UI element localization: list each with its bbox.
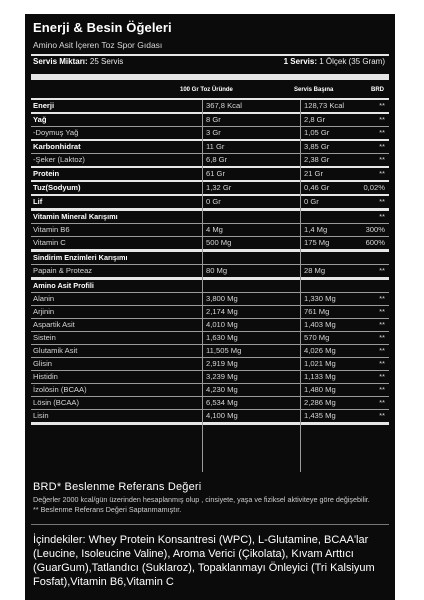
value-per-100g: 500 Mg — [206, 238, 232, 247]
table-row — [31, 345, 389, 358]
nutrition-table — [31, 100, 389, 425]
nutrient-name: Vitamin Mineral Karışımı — [33, 212, 118, 221]
value-per-serving: 3,85 Gr — [304, 142, 330, 151]
value-per-serving: 21 Gr — [304, 169, 323, 178]
table-section-header — [31, 211, 389, 224]
nutrient-name: Tuz(Sodyum) — [33, 183, 81, 192]
serving-portion-label: 1 Servis: — [283, 57, 317, 66]
value-per-serving: 570 Mg — [304, 333, 330, 342]
value-per-100g: 3,239 Mg — [206, 372, 238, 381]
value-per-serving: 1,021 Mg — [304, 359, 336, 368]
nutrient-name: Lösin (BCAA) — [33, 398, 80, 407]
table-row — [31, 358, 389, 371]
nutrient-name: Lisin — [33, 411, 49, 420]
value-per-serving: 0 Gr — [304, 197, 319, 206]
ingredients-text: İçindekiler: Whey Protein Konsantresi (WPC), L-Glutamine, BCAA'lar (Leucine, Isoleucine Valine), Aroma Verici (Çikolata), Kıvam Arttıcı (GuarGum),Tatlandıcı (Suklaroz), Topaklanmayı Önleyici (Tri Kalsiyum Fosfat),Vitamin B6,Vitamin C — [33, 534, 375, 588]
table-row — [31, 141, 389, 154]
value-per-serving: 1,4 Mg — [304, 225, 328, 234]
column-header-serving: Servis Başına — [294, 87, 334, 93]
value-per-100g: 4 Mg — [206, 225, 223, 234]
brd-value: 300% — [365, 225, 385, 234]
brd-value: ** — [379, 212, 385, 221]
table-row — [31, 168, 389, 182]
brd-value: ** — [379, 333, 385, 342]
value-per-serving: 2,286 Mg — [304, 398, 336, 407]
value-per-100g: 6,8 Gr — [206, 155, 228, 164]
value-per-100g: 6,534 Mg — [206, 398, 238, 407]
value-per-serving: 1,330 Mg — [304, 294, 336, 303]
value-per-100g: 4,010 Mg — [206, 320, 238, 329]
brd-value: ** — [379, 359, 385, 368]
table-row — [31, 127, 389, 141]
nutrient-name: -Şeker (Laktoz) — [33, 155, 85, 164]
title-divider — [31, 54, 389, 56]
serving-portion — [284, 57, 385, 66]
nutrient-name: -Doymuş Yağ — [33, 128, 79, 137]
table-row — [31, 371, 389, 384]
brd-value: 0,02% — [363, 183, 385, 192]
column-headers — [33, 87, 385, 97]
nutrient-name: Vitamin B6 — [33, 225, 70, 234]
table-section-header — [31, 280, 389, 293]
brd-value: 600% — [365, 238, 385, 247]
column-header-100g: 100 Gr Toz Üründe — [180, 87, 233, 93]
nutrient-name: Enerji — [33, 101, 55, 110]
nutrition-panel — [25, 14, 395, 600]
panel-title: Enerji & Besin Öğeleri — [33, 20, 172, 35]
nutrient-name: Amino Asit Profili — [33, 281, 94, 290]
nutrient-name: Lif — [33, 197, 43, 206]
serving-portion-value: 1 Ölçek (35 Gram) — [316, 57, 385, 66]
brd-value: ** — [379, 197, 385, 206]
brd-value: ** — [379, 411, 385, 420]
nutrient-name: İzolösin (BCAA) — [33, 385, 87, 394]
header-thick-divider — [31, 74, 389, 80]
value-per-100g: 4,230 Mg — [206, 385, 238, 394]
brd-value: ** — [379, 142, 385, 151]
value-per-100g: 3,800 Mg — [206, 294, 238, 303]
serving-size — [33, 57, 123, 66]
table-row — [31, 182, 389, 196]
value-per-serving: 2,8 Gr — [304, 115, 326, 124]
brd-value: ** — [379, 307, 385, 316]
brd-value: ** — [379, 398, 385, 407]
serving-size-value: 25 Servis — [87, 57, 124, 66]
table-section-header — [31, 252, 389, 265]
value-per-serving: 1,435 Mg — [304, 411, 336, 420]
value-per-100g: 2,919 Mg — [206, 359, 238, 368]
nutrient-name: Histidin — [33, 372, 58, 381]
nutrient-name: Glutamik Asit — [33, 346, 78, 355]
table-row — [31, 224, 389, 237]
value-per-100g: 61 Gr — [206, 169, 225, 178]
nutrient-name: Papain & Proteaz — [33, 266, 93, 275]
value-per-100g: 8 Gr — [206, 115, 221, 124]
table-row — [31, 332, 389, 345]
value-per-100g: 80 Mg — [206, 266, 228, 275]
panel-subtitle: Amino Asit İçeren Toz Spor Gıdası — [33, 40, 163, 50]
value-per-100g: 11,505 Mg — [206, 346, 242, 355]
value-per-100g: 4,100 Mg — [206, 411, 238, 420]
nutrient-name: Vitamin C — [33, 238, 66, 247]
column-divider-1 — [202, 100, 203, 472]
table-row — [31, 100, 389, 114]
value-per-serving: 2,38 Gr — [304, 155, 330, 164]
value-per-serving: 4,026 Mg — [304, 346, 336, 355]
table-row — [31, 410, 389, 425]
brd-note-undefined: ** Beslenme Referans Değeri Saptanmamıştır. — [33, 504, 182, 514]
column-header-brd: BRD — [371, 87, 384, 93]
serving-size-label: Servis Miktarı: — [33, 57, 88, 66]
value-per-serving: 1,403 Mg — [304, 320, 336, 329]
value-per-100g: 0 Gr — [206, 197, 221, 206]
nutrient-name: Karbonhidrat — [33, 142, 81, 151]
table-row — [31, 154, 389, 168]
brd-value: ** — [379, 128, 385, 137]
brd-value: ** — [379, 372, 385, 381]
value-per-serving: 1,05 Gr — [304, 128, 330, 137]
brd-value: ** — [379, 115, 385, 124]
value-per-100g: 1,630 Mg — [206, 333, 238, 342]
brd-value: ** — [379, 155, 385, 164]
nutrient-name: Glisin — [33, 359, 52, 368]
ingredients-divider — [31, 524, 389, 525]
brd-value: ** — [379, 320, 385, 329]
value-per-100g: 1,32 Gr — [206, 183, 232, 192]
brd-note-calories: Değerler 2000 kcal/gün üzerinden hesaplanmış olup , cinsiyete, yaşa ve fiziksel aktiviteye göre değişebilir. — [33, 495, 370, 504]
brd-value: ** — [379, 266, 385, 275]
nutrient-name: Alanin — [33, 294, 55, 303]
table-row — [31, 196, 389, 211]
value-per-serving: 0,46 Gr — [304, 183, 330, 192]
table-row — [31, 397, 389, 410]
nutrient-name: Arjinin — [33, 307, 55, 316]
column-divider-2 — [300, 100, 301, 472]
brd-value: ** — [379, 346, 385, 355]
brd-value: ** — [379, 385, 385, 394]
nutrient-name: Sindirim Enzimleri Karışımı — [33, 253, 128, 262]
table-row — [31, 384, 389, 397]
table-row — [31, 319, 389, 332]
value-per-100g: 3 Gr — [206, 128, 221, 137]
value-per-serving: 175 Mg — [304, 238, 330, 247]
brd-value: ** — [379, 294, 385, 303]
table-row — [31, 293, 389, 306]
value-per-serving: 761 Mg — [304, 307, 330, 316]
brd-title: BRD* Beslenme Referans Değeri — [33, 481, 202, 493]
value-per-100g: 2,174 Mg — [206, 307, 238, 316]
nutrient-name: Yağ — [33, 115, 47, 124]
value-per-serving: 28 Mg — [304, 266, 326, 275]
serving-info-row — [33, 57, 385, 69]
nutrient-name: Sistein — [33, 333, 56, 342]
brd-value: ** — [379, 169, 385, 178]
value-per-serving: 1,480 Mg — [304, 385, 336, 394]
value-per-100g: 367,8 Kcal — [206, 101, 242, 110]
table-row — [31, 265, 389, 280]
brd-value: ** — [379, 101, 385, 110]
table-row — [31, 237, 389, 252]
value-per-100g: 11 Gr — [206, 142, 225, 151]
nutrient-name: Protein — [33, 169, 60, 178]
table-row — [31, 306, 389, 319]
value-per-serving: 1,133 Mg — [304, 372, 336, 381]
value-per-serving: 128,73 Kcal — [304, 101, 345, 110]
brd-notes — [33, 495, 391, 514]
table-row — [31, 114, 389, 127]
nutrient-name: Aspartik Asit — [33, 320, 75, 329]
